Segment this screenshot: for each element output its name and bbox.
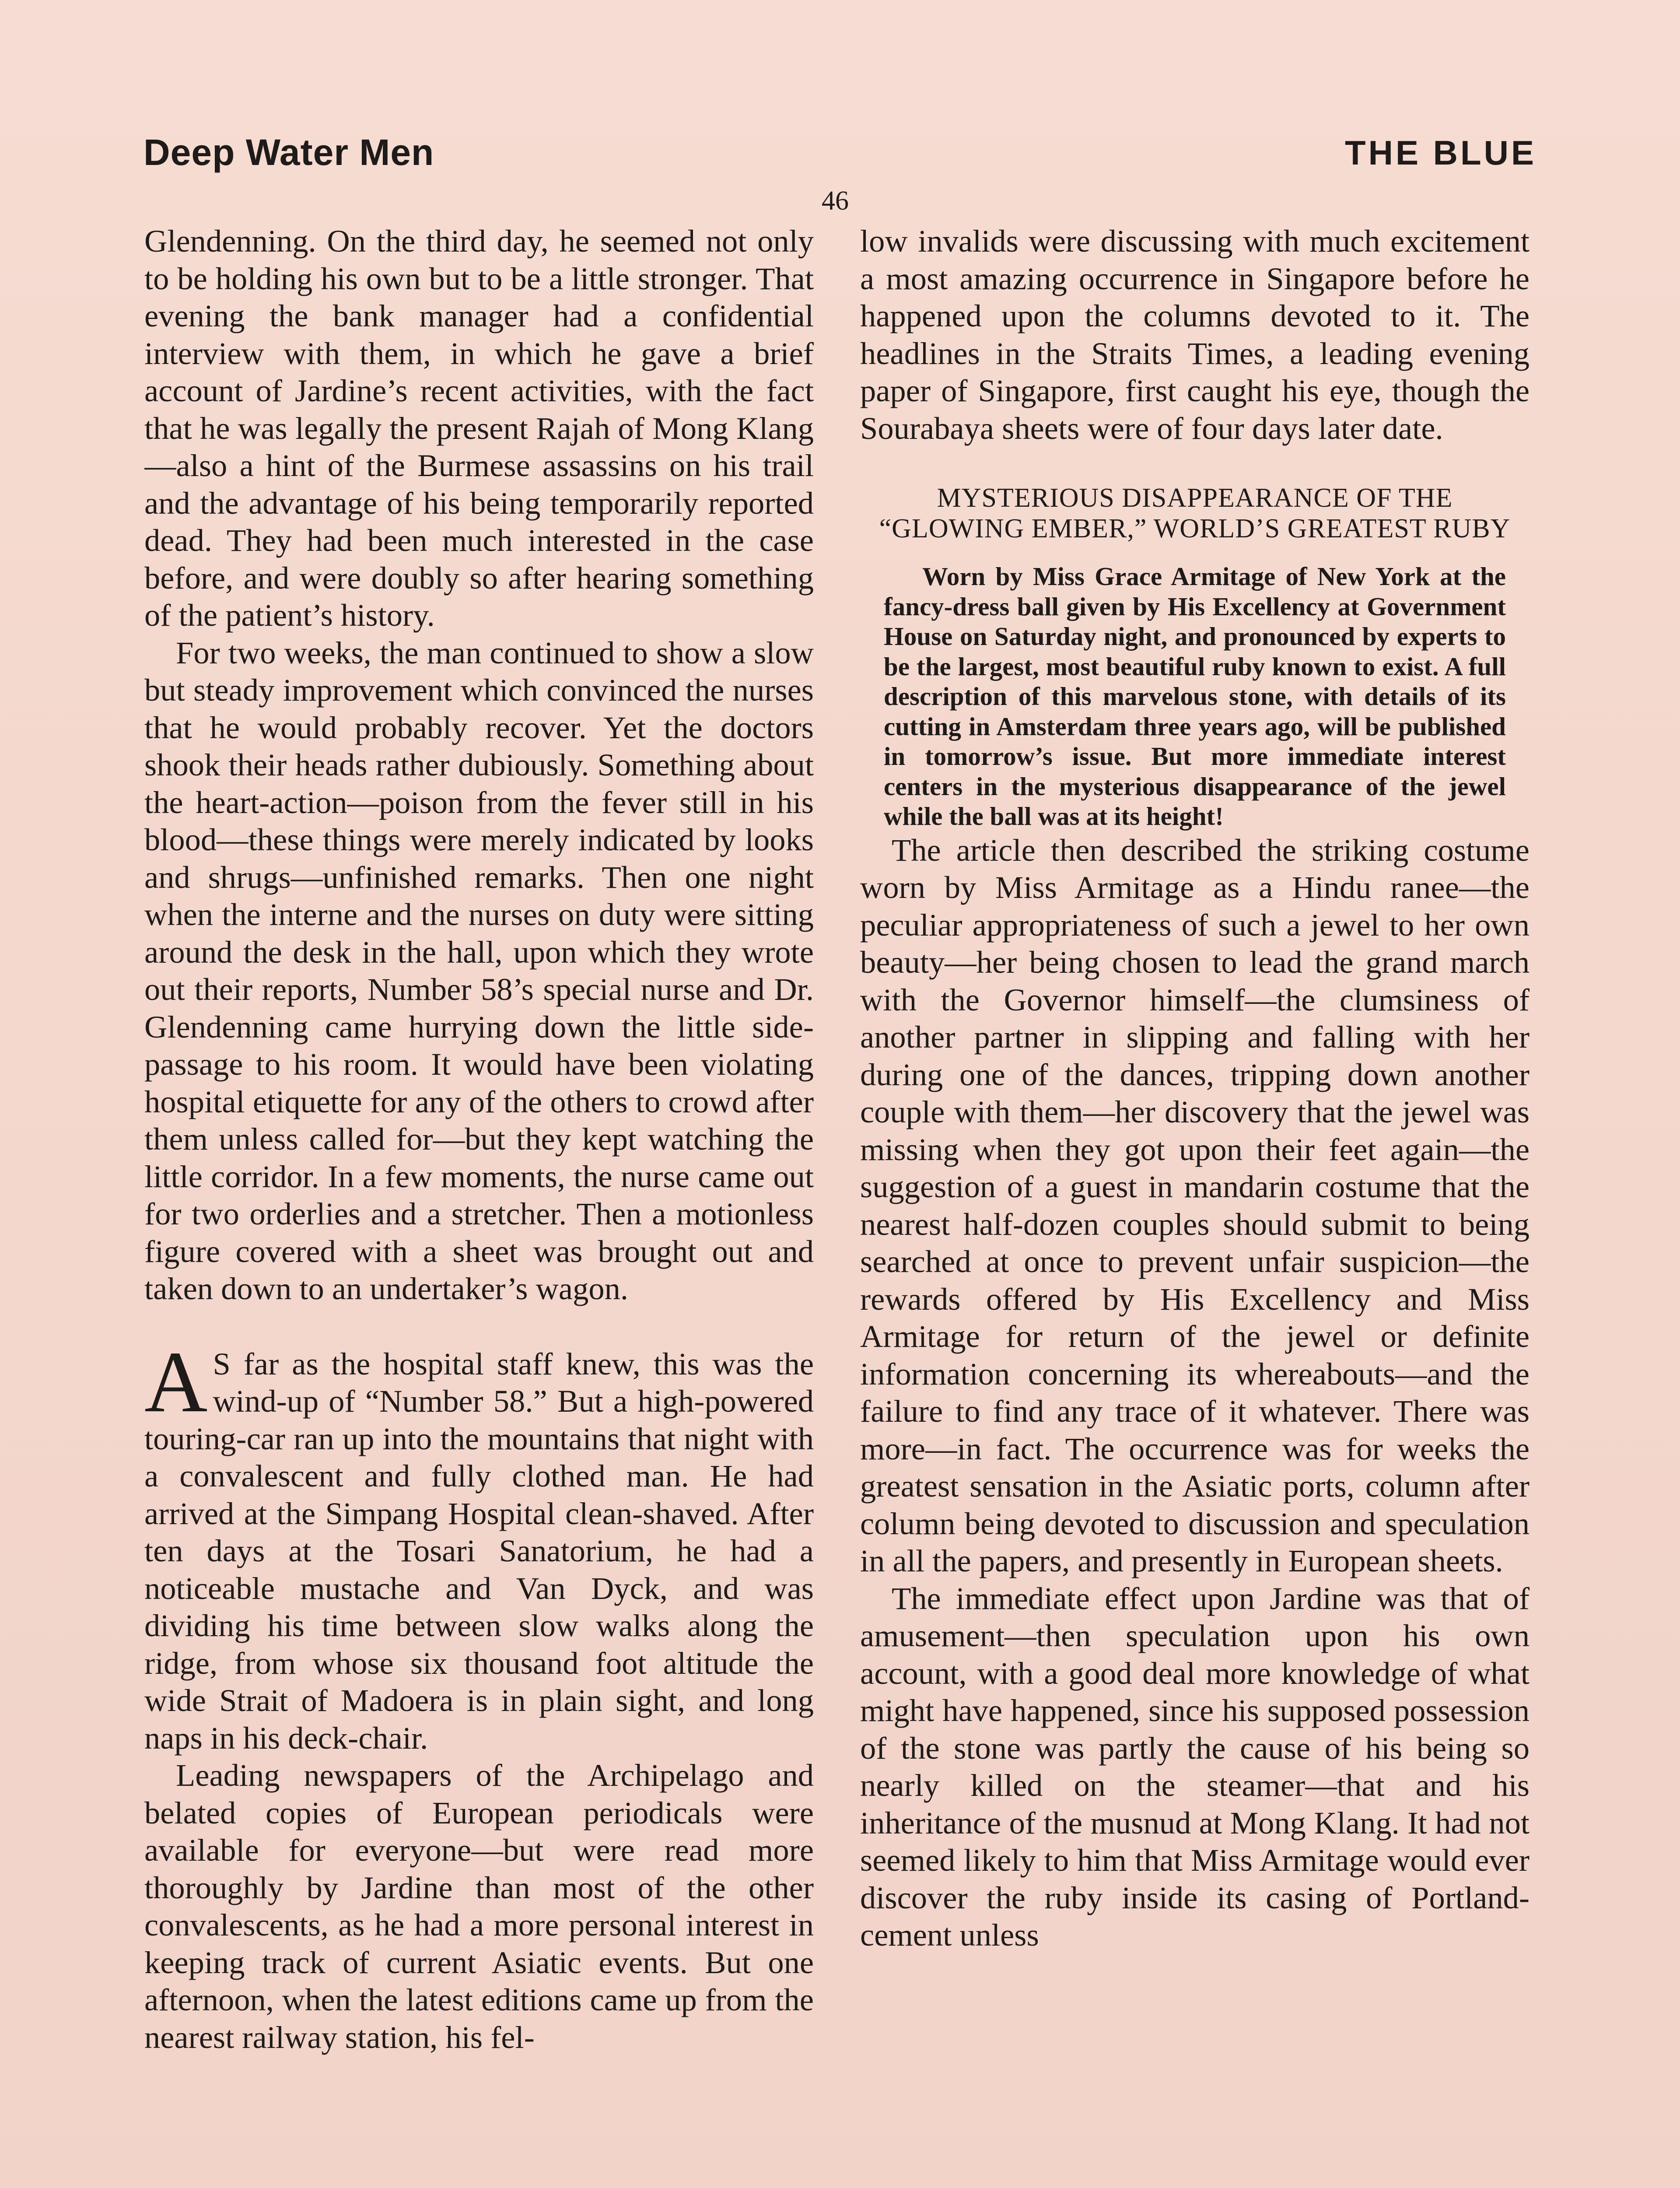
newspaper-headline: MYSTERIOUS DISAPPEARANCE OF THE “GLOWING EMBER,” WORLD’S GREATEST RUBY	[879, 483, 1511, 543]
paragraph: Leading newspapers of the Archipelago and belated copies of European periodicals were available for everyone—but were read more thoroughly by Jardine than most of the other convalescents, as he had a more personal interest in keeping track of current Asiatic events. But one afternoon, when the latest editions came up from the nearest railway station, his fel-	[144, 1757, 814, 2055]
paragraph: The article then described the striking costume worn by Miss Armitage as a Hindu ranee—the peculiar appropriateness of such a jewel to her own beauty—her being chosen to lead the grand march with the Governor himself—the clumsiness of another partner in slipping and falling with her during one of the dances, tripping down another couple with them—her discovery that the jewel was missing when they got upon their feet again—the suggestion of a guest in mandarin costume that the nearest half-dozen couples should submit to being searched at once to prevent unfair suspicion—the rewards offered by His Excellency and Miss Armitage for return of the jewel or definite information concerning its whereabouts—and the failure to find any trace of it whatever. There was more—in fact. The occurrence was for weeks the greatest sensation in the Asiatic ports, column after column being devoted to discussion and speculation in all the papers, and presently in European sheets.	[860, 832, 1530, 1578]
paragraph: For two weeks, the man continued to show a slow but steady improvement which convinced the nurses that he would probably recover. Yet the doctors shook their heads rather dubiously. Something about the heart-action—poison from the fever still in his blood—these things were merely indicated by looks and shrugs—unfinished remarks. Then one night when the interne and the nurses on duty were sitting around the desk in the hall, upon which they wrote out their reports, Number 58’s special nurse and Dr. Glendenning came hurrying down the little side-passage to his room. It would have been violating hospital etiquette for any of the others to crowd after them unless called for—but they kept watching the little corridor. In a few moments, the nurse came out for two orderlies and a stretcher. Then a motionless figure covered with a sheet was brought out and taken down to an undertaker’s wagon.	[144, 635, 814, 1306]
paragraph-dropcap: AS far as the hospital staff knew, this was the wind-up of “Number 58.” But a high-powered touring-car ran up into the mountains that night with a convalescent and fully clothed man. He had arrived at the Simpang Hospital clean-shaved. After ten days at the Tosari Sanatorium, he had a noticeable mustache and Van Dyck, and was dividing his time between slow walks along the ridge, from whose six thousand foot altitude the wide Strait of Madoera is in plain sight, and long naps in his deck-chair.	[144, 1333, 814, 1756]
paragraph: low invalids were discussing with much excitement a most amazing occurrence in Singapore before he happened upon the columns devoted to it. The headlines in the Straits Times, a leading evening paper of Singapore, first caught his eye, though the Sourabaya sheets were of four days later date.	[860, 223, 1530, 446]
page-header-title: Deep Water Men	[144, 132, 434, 173]
paragraph: Glendenning. On the third day, he seemed not only to be holding his own but to be a little stronger. That evening the bank manager had a confidential interview with them, in which he gave a brief account of Jardine’s recent activities, with the fact that he was legally the present Rajah of Mong Klang—also a hint of the Burmese assassins on his trail and the advantage of his being temporarily reported dead. They had been much interested in the case before, and were doubly so after hearing something of the patient’s history.	[144, 223, 814, 633]
newspaper-excerpt: Worn by Miss Grace Armitage of New York at the fancy-dress ball given by His Excellency at Government House on Saturday night, and pronounced by experts to be the largest, most beautiful ruby known to exist. A full description of this marvelous stone, with details of its cutting in Amsterdam three years ago, will be published in tomorrow’s issue. But more immediate interest centers in the mysterious disappearance of the jewel while the ball was at its height!	[884, 562, 1506, 831]
page-header-magazine: THE BLUE	[1345, 133, 1536, 172]
section-break	[144, 1308, 814, 1345]
page-number: 46	[822, 186, 849, 216]
paragraph: The immediate effect upon Jardine was that of amusement—then speculation upon his own account, with a good deal more knowledge of what might have happened, since his supposed possession of the stone was partly the cause of his being so nearly killed on the steamer—that and his inheritance of the musnud at Mong Klang. It had not seemed likely to him that Miss Armitage would ever discover the ruby inside its casing of Portland-cement unless	[860, 1580, 1530, 1953]
right-column	[860, 222, 1530, 2188]
left-column	[144, 222, 814, 2188]
